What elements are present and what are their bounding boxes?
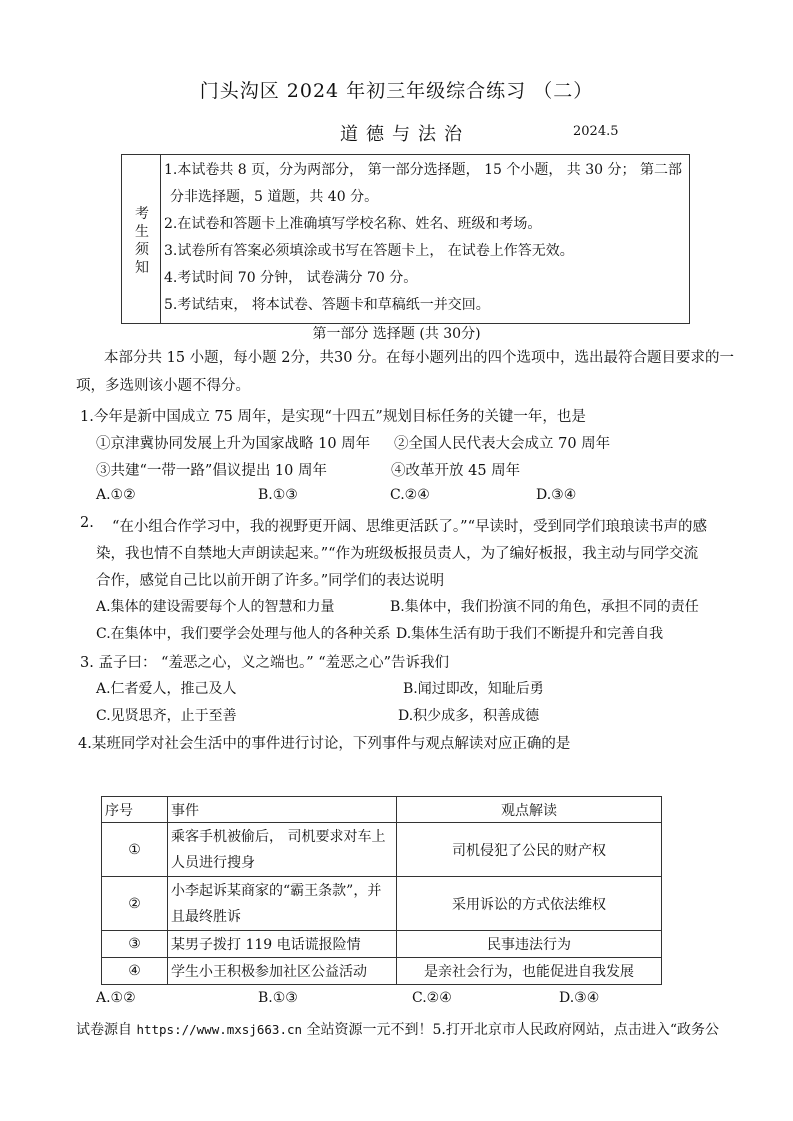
event-text: 且最终胜诉 bbox=[171, 908, 241, 925]
footer-source-line bbox=[76, 1019, 719, 1039]
q3-stem: 3. 孟子曰： “羞恶之心，义之端也。” “羞恶之心”告诉我们 bbox=[80, 655, 450, 671]
table-row bbox=[102, 958, 662, 985]
q2-line: “在小组合作学习中，我的视野更开阔、思维更活跃了。”“早读时，受到同学们琅琅读书声的感 bbox=[112, 519, 707, 535]
q2-option-a: A.集体的建设需要每个人的智慧和力量 bbox=[96, 599, 335, 615]
table-cell-view: 民事违法行为 bbox=[397, 931, 662, 958]
notice-item: 1.本试卷共 8 页，分为两部分， 第一部分选择题， 15 个小题， 共 30 分； 第二部 bbox=[164, 162, 682, 178]
q1-statement: ③共建“一带一路”倡议提出 10 周年 bbox=[96, 463, 327, 479]
footer-suffix: 全站资源一元不到！5.打开北京市人民政府网站，点击进入“政务公 bbox=[302, 1022, 719, 1038]
q4-option-b: B.①③ bbox=[258, 990, 298, 1006]
q1-option-c: C.②④ bbox=[390, 487, 430, 503]
q1-option-a: A.①② bbox=[96, 487, 136, 503]
q4-option-c: C.②④ bbox=[412, 990, 452, 1006]
section-intro-line: 项，多选则该小题不得分。 bbox=[76, 378, 250, 394]
q2-line: 合作，感觉自己比以前开朗了许多。”同学们的表达说明 bbox=[96, 573, 445, 589]
event-text: 小李起诉某商家的“霸王条款”，并 bbox=[171, 882, 382, 899]
exam-title: 门头沟区 2024 年初三年级综合练习 （二） bbox=[199, 80, 594, 102]
footer-link[interactable]: https://www.mxsj663.cn bbox=[136, 1022, 303, 1037]
table-row bbox=[102, 823, 662, 877]
q3-option-a: A.仁者爱人，推己及人 bbox=[96, 681, 237, 697]
table-cell-no: ④ bbox=[102, 958, 168, 985]
q1-statement: ④改革开放 45 周年 bbox=[391, 463, 521, 479]
q2-option-d: D.集体生活有助于我们不断提升和完善自我 bbox=[396, 626, 664, 642]
notice-label: 考生须知 bbox=[135, 206, 149, 276]
table-cell-event: 某男子拨打 119 电话谎报险情 bbox=[168, 931, 397, 958]
exam-notice-box bbox=[121, 154, 690, 324]
event-text: 乘客手机被偷后， 司机要求对车上 bbox=[171, 828, 386, 845]
q4-table bbox=[101, 796, 662, 985]
table-cell-event bbox=[168, 877, 397, 931]
table-header-row bbox=[102, 797, 662, 823]
section-intro-line: 本部分共 15 小题，每小题 2分，共30 分。在每小题列出的四个选项中，选出最符合题目要求的一 bbox=[104, 350, 735, 366]
table-cell-no: ② bbox=[102, 877, 168, 931]
table-cell-view: 是亲社会行为，也能促进自我发展 bbox=[397, 958, 662, 985]
q3-option-c: C.见贤思齐，止于至善 bbox=[96, 708, 237, 724]
event-text: 人员进行搜身 bbox=[171, 854, 255, 871]
q2-number: 2. bbox=[80, 515, 94, 531]
table-cell-view: 采用诉讼的方式依法维权 bbox=[397, 877, 662, 931]
notice-label-cell bbox=[122, 155, 161, 323]
subject-title: 道德与法治 bbox=[340, 124, 470, 145]
table-header-cell: 事件 bbox=[168, 797, 397, 823]
notice-items bbox=[164, 157, 688, 319]
table-row bbox=[102, 931, 662, 958]
q1-statement: ②全国人民代表大会成立 70 周年 bbox=[394, 436, 611, 452]
table-row bbox=[102, 877, 662, 931]
section-title: 第一部分 选择题 (共 30分) bbox=[312, 326, 481, 342]
q1-statement: ①京津冀协同发展上升为国家战略 10 周年 bbox=[96, 436, 371, 452]
notice-item: 3.试卷所有答案必须填涂或书写在答题卡上， 在试卷上作答无效。 bbox=[164, 243, 574, 259]
q3-option-b: B.闻过即改，知耻后勇 bbox=[403, 681, 544, 697]
table-header-cell: 观点解读 bbox=[397, 797, 662, 823]
q2-option-b: B.集体中，我们扮演不同的角色，承担不同的责任 bbox=[390, 599, 699, 615]
q3-option-d: D.积少成多，积善成德 bbox=[398, 708, 540, 724]
exam-date: 2024.5 bbox=[573, 124, 619, 139]
q4-stem: 4.某班同学对社会生活中的事件进行讨论，下列事件与观点解读对应正确的是 bbox=[78, 736, 571, 752]
notice-item: 4.考试时间 70 分钟， 试卷满分 70 分。 bbox=[164, 270, 418, 286]
table-cell-no: ③ bbox=[102, 931, 168, 958]
notice-item: 5.考试结束， 将本试卷、答题卡和草稿纸一并交回。 bbox=[164, 297, 490, 313]
table-cell-event bbox=[168, 823, 397, 877]
table-header-cell: 序号 bbox=[102, 797, 168, 823]
q2-option-c: C.在集体中，我们要学会处理与他人的各种关系 bbox=[96, 626, 391, 642]
table-cell-view: 司机侵犯了公民的财产权 bbox=[397, 823, 662, 877]
q4-option-d: D.③④ bbox=[559, 990, 600, 1006]
footer-prefix: 试卷源自 bbox=[76, 1022, 137, 1038]
q2-line: 染，我也情不自禁地大声朗读起来。”“作为班级板报员责人，为了编好板报，我主动与同学交流 bbox=[96, 546, 699, 562]
table-cell-no: ① bbox=[102, 823, 168, 877]
notice-item: 分非选择题，5 道题，共 40 分。 bbox=[170, 189, 379, 205]
notice-item: 2.在试卷和答题卡上准确填写学校名称、姓名、班级和考场。 bbox=[164, 216, 542, 232]
table-cell-event: 学生小王积极参加社区公益活动 bbox=[168, 958, 397, 985]
q1-option-b: B.①③ bbox=[258, 487, 298, 503]
q4-option-a: A.①② bbox=[96, 990, 136, 1006]
q1-option-d: D.③④ bbox=[536, 487, 577, 503]
q1-stem: 1.今年是新中国成立 75 周年，是实现“十四五”规划目标任务的关键一年，也是 bbox=[80, 409, 586, 425]
